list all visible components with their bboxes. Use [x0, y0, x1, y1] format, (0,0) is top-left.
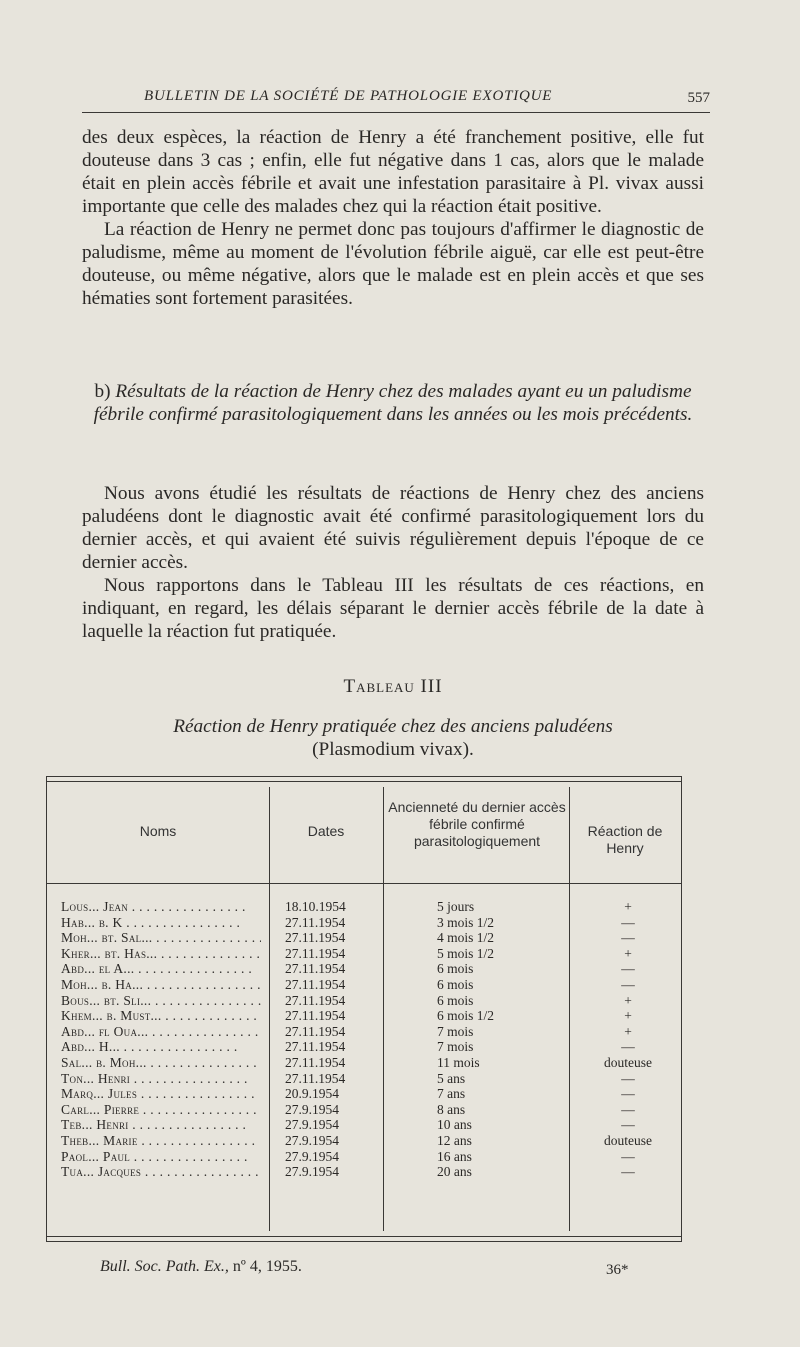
cell-name: Abd... H... . . . [61, 1039, 261, 1055]
table-caption [82, 715, 704, 761]
cell-reaction: — [621, 1117, 635, 1133]
body-text-bottom [82, 482, 704, 643]
cell-date: 27.9.1954 [285, 1148, 339, 1164]
cell-name: Theb... Marie . . . [61, 1133, 261, 1149]
cell-reaction: — [621, 976, 635, 992]
cell-name: Sal... b. Moh... . . . [61, 1055, 261, 1071]
cell-delay: 6 mois [437, 961, 474, 977]
subsection-label: b) [94, 381, 111, 402]
cell-date: 27.9.1954 [285, 1117, 339, 1133]
table-row [47, 1086, 681, 1102]
body-text-top [82, 126, 704, 310]
cell-date: 27.11.1954 [285, 1070, 346, 1086]
cell-name: Moh... b. Ha... . . . [61, 977, 261, 993]
cell-date: 20.9.1954 [285, 1086, 339, 1102]
cell-date: 27.11.1954 [285, 1054, 346, 1070]
cell-delay: 5 jours [437, 899, 475, 914]
paragraph: Nous rapportons dans le Tableau III les résultats de ces réactions, en indiquant, en regard, les délais séparant le dernier accès fébrile de la date à laquelle la réaction fut pratiquée. [82, 575, 704, 642]
running-header [82, 86, 710, 113]
table-row [47, 1117, 681, 1133]
data-table [46, 776, 682, 1242]
cell-name: Marq... Jules . . . [61, 1086, 261, 1102]
cell-reaction: douteuse [604, 1054, 652, 1070]
cell-reaction: + [624, 945, 632, 961]
paragraph: Nous avons étudié les résultats de réactions de Henry chez des anciens paludéens dont le diagnostic avait été confirmé parasitologiquement lors du dernier accès, et qui avaient été suivis régulièrement depuis l'époque de ce dernier accès. [82, 483, 704, 573]
cell-name: Ton... Henri . . . [61, 1071, 261, 1087]
cell-reaction: douteuse [604, 1132, 652, 1148]
cell-reaction: — [621, 1101, 635, 1117]
cell-date: 27.11.1954 [285, 992, 346, 1008]
cell-date: 27.11.1954 [285, 1008, 346, 1024]
cell-name: Bous... bt. Sli... . . . [61, 993, 261, 1009]
table-row [47, 1164, 681, 1180]
cell-date: 27.11.1954 [285, 945, 346, 961]
footer-citation-issue: nº 4, 1955. [232, 1258, 302, 1275]
cell-date: 27.11.1954 [285, 961, 346, 977]
cell-name: Kher... bt. Has... . . . [61, 946, 261, 962]
cell-reaction: — [621, 961, 635, 977]
table-caption-italic: Réaction de Henry pratiquée chez des anciens paludéens [173, 716, 613, 737]
cell-name: Hab... b. K . . . [61, 915, 261, 931]
cell-delay: 8 ans [437, 1101, 466, 1117]
cell-date: 27.11.1954 [285, 914, 346, 930]
cell-delay: 7 ans [437, 1086, 466, 1102]
cell-name: Moh... bt. Sal... . . . [61, 930, 261, 946]
cell-delay: 3 mois 1/2 [437, 914, 495, 930]
cell-reaction: — [621, 1148, 635, 1164]
table-row [47, 961, 681, 977]
cell-reaction: + [624, 1008, 632, 1024]
table-row [47, 1024, 681, 1040]
header-divider [47, 883, 681, 884]
table-label: Tableau III [343, 676, 443, 697]
header-noms: Noms [139, 823, 177, 839]
table-row [47, 1055, 681, 1071]
cell-delay: 20 ans [437, 1164, 472, 1180]
table-caption-plain: (Plasmodium vivax). [312, 739, 474, 760]
subsection-heading [82, 380, 704, 426]
page-number: 557 [687, 90, 710, 106]
table-row [47, 1102, 681, 1118]
cell-delay: 11 mois [437, 1054, 480, 1070]
subsection-title: Résultats de la réaction de Henry chez des malades ayant eu un paludisme fébrile confirmé parasitologiquement dans les années ou les mois précédents. [93, 381, 693, 425]
cell-delay: 4 mois 1/2 [437, 930, 495, 946]
cell-reaction: — [621, 1164, 635, 1180]
cell-reaction: — [621, 930, 635, 946]
cell-delay: 5 mois 1/2 [437, 945, 495, 961]
cell-name: Lous... Jean . . . [61, 899, 261, 915]
cell-delay: 10 ans [437, 1117, 472, 1133]
running-title: BULLETIN DE LA SOCIÉTÉ DE PATHOLOGIE EXOTIQUE [144, 88, 553, 104]
cell-reaction: — [621, 1039, 635, 1055]
cell-delay: 5 ans [437, 1070, 466, 1086]
table-row [47, 930, 681, 946]
footer-citation [100, 1258, 302, 1276]
cell-delay: 6 mois 1/2 [437, 1008, 495, 1024]
cell-date: 27.11.1954 [285, 1039, 346, 1055]
header-anciennete: Ancienneté du dernier accès fébrile confirmé parasitologiquement [388, 799, 566, 849]
cell-delay: 7 mois [437, 1023, 474, 1039]
cell-date: 27.11.1954 [285, 976, 346, 992]
cell-reaction: + [624, 992, 632, 1008]
table-row [47, 1039, 681, 1055]
table-body [47, 899, 681, 1180]
cell-name: Paol... Paul . . . [61, 1149, 261, 1165]
cell-reaction: + [624, 899, 632, 914]
cell-name: Tua... Jacques . . . [61, 1164, 261, 1180]
cell-delay: 6 mois [437, 992, 474, 1008]
table-row [47, 1133, 681, 1149]
footer-signature: 36* [606, 1262, 629, 1278]
table-row [47, 915, 681, 931]
cell-date: 18.10.1954 [285, 899, 346, 914]
cell-date: 27.9.1954 [285, 1132, 339, 1148]
header-reaction: Réaction de Henry [587, 823, 663, 856]
table-row [47, 1071, 681, 1087]
table-row [47, 899, 681, 915]
cell-name: Abd... el A... . . . [61, 961, 261, 977]
footer-citation-journal: Bull. Soc. Path. Ex., [100, 1258, 229, 1275]
cell-reaction: — [621, 914, 635, 930]
cell-reaction: + [624, 1023, 632, 1039]
cell-delay: 12 ans [437, 1132, 472, 1148]
cell-reaction: — [621, 1070, 635, 1086]
cell-delay: 7 mois [437, 1039, 474, 1055]
paragraph: La réaction de Henry ne permet donc pas toujours d'affirmer le diagnostic de paludisme, même au moment de l'évolution fébrile aiguë, car elle est peut-être douteuse, ou même négative, alors que le malade est en plein accès et que ses hématies sont fortement parasitées. [82, 219, 704, 309]
cell-reaction: — [621, 1086, 635, 1102]
table-row [47, 1008, 681, 1024]
table-row [47, 1149, 681, 1165]
cell-delay: 16 ans [437, 1148, 472, 1164]
table-row [47, 977, 681, 993]
cell-delay: 6 mois [437, 976, 474, 992]
paragraph: des deux espèces, la réaction de Henry a été franchement positive, elle fut douteuse dans 3 cas ; enfin, elle fut négative dans 1 cas, alors que le malade était en plein accès fébrile et avait une infestation parasitaire à Pl. vivax aussi importante que celle des malades chez qui la réaction était positive. [82, 127, 704, 217]
table-row [47, 993, 681, 1009]
cell-date: 27.9.1954 [285, 1164, 339, 1180]
cell-name: Abd... fl Oua... . . . [61, 1024, 261, 1040]
header-dates: Dates [307, 823, 345, 839]
cell-date: 27.11.1954 [285, 930, 346, 946]
cell-date: 27.9.1954 [285, 1101, 339, 1117]
cell-name: Khem... b. Must... . . . [61, 1008, 261, 1024]
table-row [47, 946, 681, 962]
cell-date: 27.11.1954 [285, 1023, 346, 1039]
cell-name: Teb... Henri . . . [61, 1117, 261, 1133]
cell-name: Carl... Pierre . . . [61, 1102, 261, 1118]
